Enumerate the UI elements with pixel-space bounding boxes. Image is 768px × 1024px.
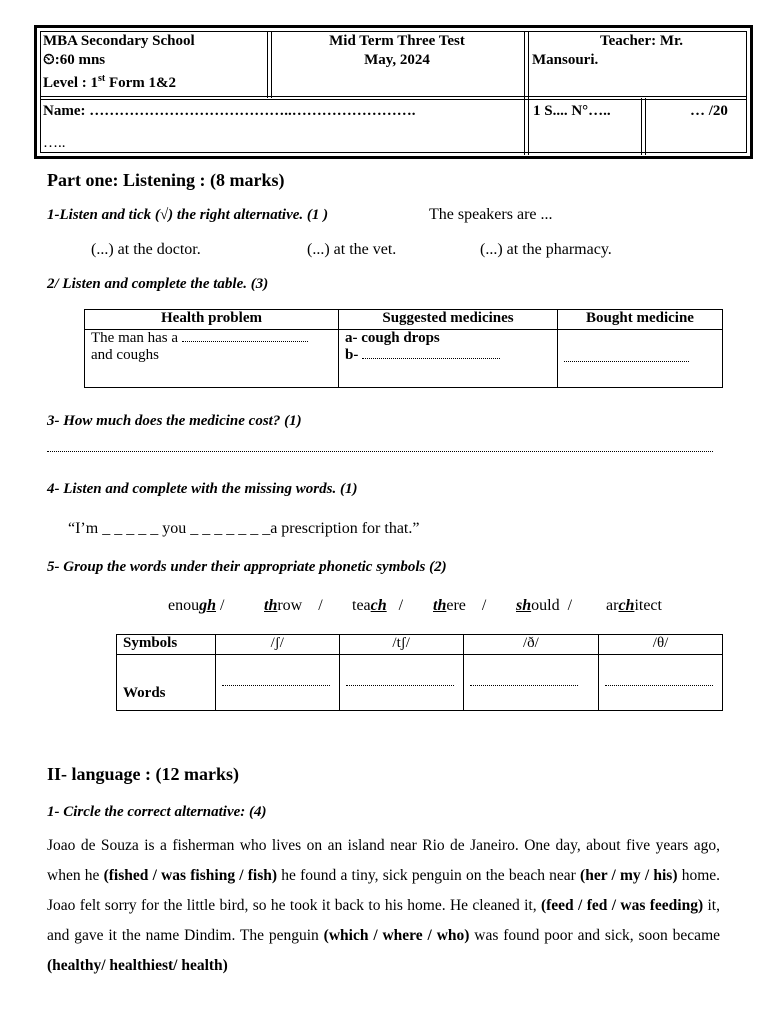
divider [40, 96, 747, 97]
medicine-b-label: b- [345, 347, 359, 363]
q5-instruction: 5- Group the words under their appropriate phonetic symbols (2) [47, 559, 447, 575]
listening-table [84, 309, 723, 388]
blank-bought-medicine[interactable] [564, 361, 689, 362]
choice-group[interactable]: (feed / fed / was feeding) [540, 897, 704, 914]
language-passage [47, 831, 720, 981]
part-one-title: Part one: Listening : (8 marks) [47, 170, 285, 190]
choice-group[interactable]: (healthy/ healthiest/ health) [47, 957, 228, 974]
blank-health-problem[interactable] [182, 341, 308, 342]
name-field-continued: ….. [43, 135, 66, 151]
passage-text: was found poor and sick, soon became [469, 927, 721, 944]
symbol-theta: /θ/ [599, 635, 723, 655]
choice-group[interactable]: (her / my / his) [580, 867, 678, 884]
symbols-row-label: Symbols [117, 635, 216, 655]
divider [645, 98, 646, 155]
divider [528, 31, 529, 155]
words-cell-sh [215, 655, 339, 711]
symbol-eth: /ð/ [463, 635, 598, 655]
table-header: Health problem [85, 310, 339, 330]
words-row-label: Words [117, 655, 216, 711]
level-sup: st [97, 73, 106, 84]
q1-instruction: 1-Listen and tick (√) the right alternative. (1 ) [47, 207, 329, 223]
divider [40, 99, 747, 100]
symbol-sh: /ʃ/ [215, 635, 339, 655]
class-number-field[interactable]: 1 S.... N°….. [533, 103, 611, 119]
passage-text: he found a tiny, sick penguin on the beach near [277, 867, 581, 884]
symbol-ch: /tʃ/ [339, 635, 463, 655]
blank-words-theta[interactable] [605, 685, 713, 686]
word-throw: throw / [264, 597, 323, 614]
divider [267, 31, 268, 98]
health-problem-text: The man has a [91, 330, 179, 346]
divider [641, 98, 642, 155]
teacher-label: Teacher: Mr. [600, 33, 684, 49]
q1-option-vet[interactable]: (...) at the vet. [307, 241, 397, 258]
word-should: should / [516, 597, 573, 614]
q3-instruction: 3- How much does the medicine cost? (1) [47, 413, 302, 429]
duration: ⏲:60 mns [43, 52, 106, 68]
q1-prompt: The speakers are ... [429, 206, 553, 223]
part-two-title: II- language : (12 marks) [47, 764, 239, 784]
words-cell-eth [463, 655, 598, 711]
teacher-name: Mansouri. [532, 52, 599, 68]
passage-text: home. Joao felt sorry for the little bird, so he took it back to his home. He cleaned it, [47, 867, 721, 914]
q3-answer-line[interactable] [47, 451, 713, 452]
test-title: Mid Term Three Test [329, 33, 465, 49]
word-there: there / [433, 597, 487, 614]
language-q1-instruction: 1- Circle the correct alternative: (4) [47, 804, 267, 820]
passage-text: Joao de Souza is a fisherman who lives on an island near Rio de Janeiro. One day, about five years ago, when he [47, 837, 720, 884]
q2-instruction: 2/ Listen and complete the table. (3) [47, 276, 269, 292]
table-header: Bought medicine [558, 310, 723, 330]
medicine-a: a- cough drops [345, 330, 440, 346]
q4-sentence: “I’m _ _ _ _ _ you _ _ _ _ _ _ _a prescription for that.” [68, 520, 420, 537]
word-enough: enough / [168, 597, 225, 614]
q1-option-pharmacy[interactable]: (...) at the pharmacy. [480, 241, 612, 258]
table-header: Suggested medicines [339, 310, 558, 330]
words-cell-ch [339, 655, 463, 711]
q4-instruction: 4- Listen and complete with the missing words. (1) [47, 481, 358, 497]
blank-words-eth[interactable] [470, 685, 578, 686]
blank-words-sh[interactable] [222, 685, 330, 686]
bought-medicine-cell [558, 330, 723, 388]
divider [524, 31, 525, 155]
blank-medicine-b[interactable] [362, 358, 500, 359]
test-date: May, 2024 [364, 52, 430, 68]
level [43, 70, 176, 92]
word-architect: architect [606, 597, 662, 614]
name-field[interactable]: Name: …………………………………..……………………. [43, 103, 416, 119]
blank-words-ch[interactable] [346, 685, 454, 686]
words-cell-theta [599, 655, 723, 711]
health-problem-text: and coughs [91, 347, 159, 363]
level-prefix: Level : 1 [43, 75, 98, 91]
score-field[interactable]: … /20 [690, 103, 728, 119]
health-problem-cell [85, 330, 339, 388]
school-name: MBA Secondary School [43, 33, 195, 49]
level-suffix: Form 1&2 [105, 75, 177, 91]
choice-group[interactable]: (which / where / who) [323, 927, 470, 944]
passage-text: it, and gave it the name Dindim. The penguin [47, 897, 720, 944]
suggested-medicines-cell [339, 330, 558, 388]
q1-option-doctor[interactable]: (...) at the doctor. [91, 241, 201, 258]
phonetics-table [116, 634, 723, 711]
word-teach: teach / [352, 597, 404, 614]
choice-group[interactable]: (fished / was fishing / fish) [103, 867, 278, 884]
